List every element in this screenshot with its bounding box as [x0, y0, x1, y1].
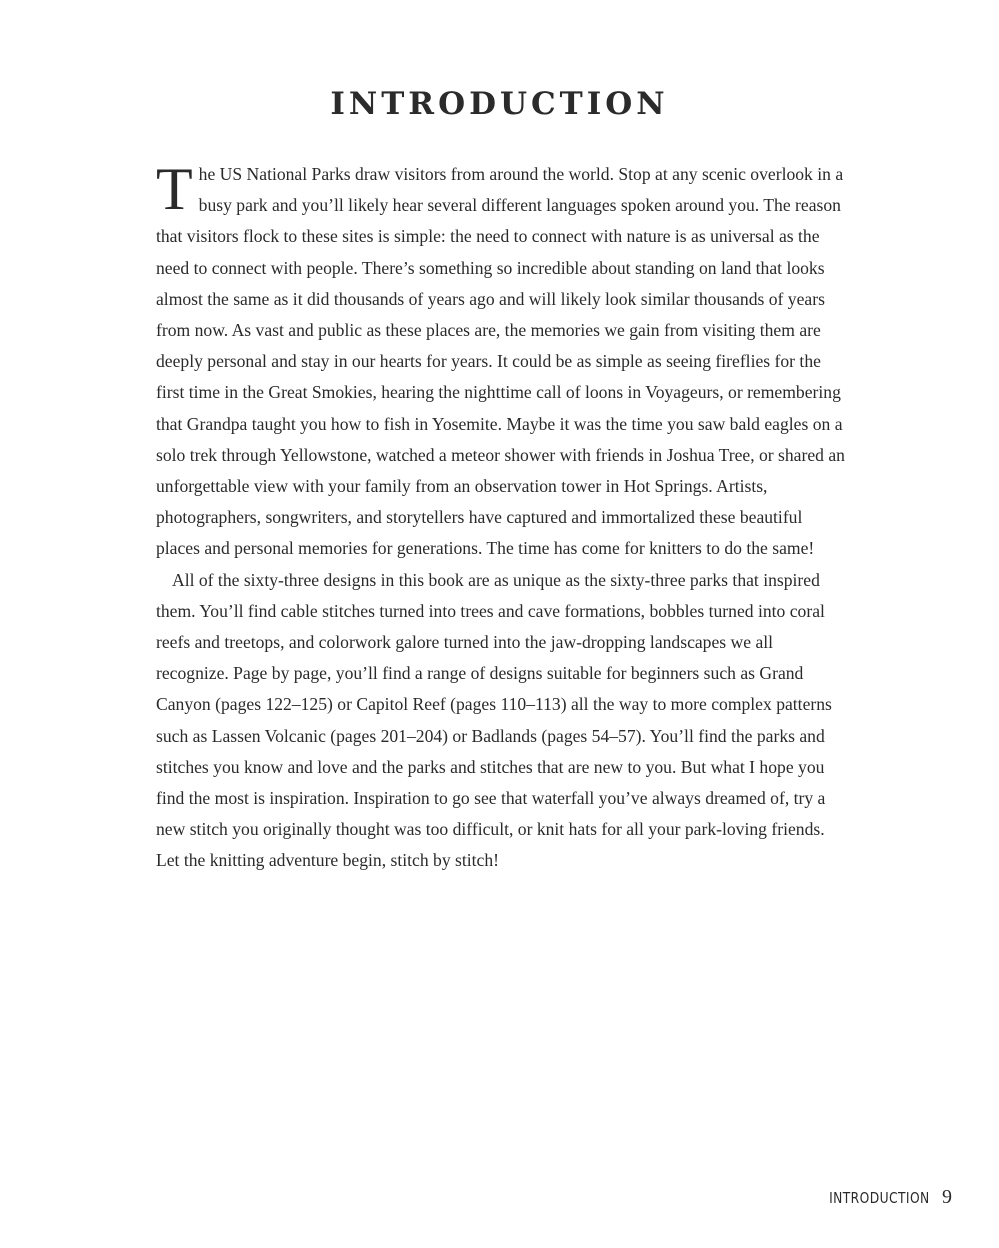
- paragraph-1-text: he US National Parks draw visitors from around the world. Stop at any scenic overlook in a busy park and you’ll likely hear several different languages spoken around you. The reason that visitors flock to these sites is simple: the need to connect with nature is as universal as the need to connect with people. There’s something so incredible about standing on land that looks almost the same as it did thousands of years ago and will likely look similar thousands of years from now. As vast and public as these places are, the memories we gain from visiting them are deeply personal and stay in our hearts for years. It could be as simple as seeing fireflies for the first time in the Great Smokies, hearing the nighttime call of loons in Voyageurs, or remembering that Grandpa taught you how to fish in Yosemite. Maybe it was the time you saw bald eagles on a solo trek through Yellowstone, watched a meteor shower with friends in Joshua Tree, or shared an unforgettable view with your family from an observation tower in Hot Springs. Artists, photographers, songwriters, and storytellers have captured and immortalized these beautiful places and personal memories for generations. The time has come for knitters to do the same!: [156, 164, 845, 559]
- page-number: 9: [942, 1186, 952, 1208]
- page-title: INTRODUCTION: [330, 86, 669, 122]
- body-text: [156, 156, 846, 877]
- paragraph-1: [156, 156, 846, 565]
- drop-cap: T: [156, 156, 193, 222]
- paragraph-2: All of the sixty-three designs in this book are as unique as the sixty-three parks that inspired them. You’ll find cable stitches turned into trees and cave formations, bobbles turned into coral reefs and treetops, and colorwork galore turned into the jaw-dropping landscapes we all recognize. Page by page, you’ll find a range of designs suitable for beginners such as Grand Canyon (pages 122–125) or Capitol Reef (pages 110–113) all the way to more complex patterns such as Lassen Volcanic (pages 201–204) or Badlands (pages 54–57). You’ll find the parks and stitches you know and love and the parks and stitches that are new to you. But what I hope you find the most is inspiration. Inspiration to go see that waterfall you’ve always dreamed of, try a new stitch you originally thought was too difficult, or knit hats for all your park-loving friends. Let the knitting adventure begin, stitch by stitch!: [156, 569, 832, 871]
- page-footer: [807, 1186, 952, 1209]
- running-head: INTRODUCTION: [829, 1189, 930, 1207]
